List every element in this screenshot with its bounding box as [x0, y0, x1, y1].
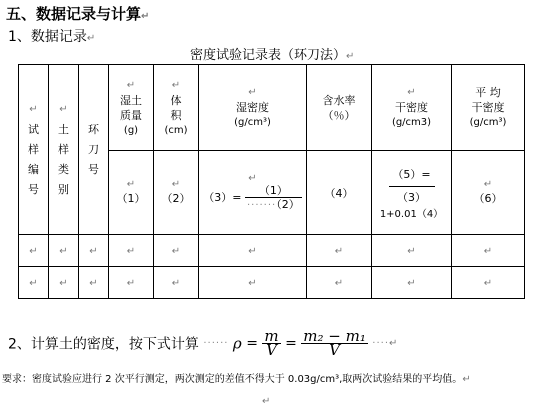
calc-cell-6: ↵ （6）: [452, 151, 525, 235]
trailing-paragraph-mark: ↵: [262, 396, 271, 407]
table-empty-row: ↵ ↵ ↵ ↵ ↵ ↵ ↵ ↵ ↵: [19, 235, 525, 267]
requirement-text: 要求：密度试验应进行 2 次平行测定，两次测定的差值不得大于 0.03g/cm³,取两次试验结果的平均值。↵: [2, 374, 471, 385]
header-soil-type: ↵ 土 样 类 别: [49, 65, 79, 235]
table-title: 密度试验记录表（环刀法）↵: [190, 48, 355, 63]
header-water-content: 含水率 （％）: [307, 65, 372, 151]
formula-fraction-mass-diff: $\frac{\text{m₂ − m₁}}{V}$: [303, 327, 366, 359]
wet-density-fraction: $\frac{(1)}{\cdot\cdot\cdot\cdot\cdot\cdot\cdot(2)}$: [246, 184, 300, 211]
table-empty-row: ↵ ↵ ↵ ↵ ↵ ↵ ↵ ↵ ↵: [19, 267, 525, 299]
calc-cell-4: （4）: [307, 151, 372, 235]
density-record-table: [18, 64, 525, 299]
calc-cell-3: ↵ （3）= $\frac{(1)}{\cdot\cdot\cdot\cdot\cdot\cdot\cdot(2)}$: [199, 151, 307, 235]
header-wet-mass: ↵ 湿土 质量 (g): [109, 65, 154, 151]
subsection-data-record: 1、数据记录↵: [8, 29, 96, 45]
calc-cell-5: （5）= （3） 1+0.01（4）: [372, 151, 452, 235]
section-heading: 五、数据记录与计算↵: [6, 5, 150, 23]
header-ring-no: 环 刀 号: [79, 65, 109, 235]
header-volume: ↵ 体 积 (cm): [154, 65, 199, 151]
density-formula-line: 2、计算土的密度，按下式计算 ······ ρ = $\frac{m}{V}$ = $\frac{\text{m₂ − m₁}}{V}$ ····↵: [8, 327, 398, 359]
header-sample-no: ↵ 试 样 编 号: [19, 65, 49, 235]
header-dry-density: ↵ 干密度 (g/cm3): [372, 65, 452, 151]
formula-fraction-mv: $\frac{m}{V}$: [264, 327, 279, 359]
table-header-row: [19, 65, 525, 151]
header-avg-dry-density: 平 均 干密度 (g/cm³): [452, 65, 525, 151]
calc-cell-2: ↵ （2）: [154, 151, 199, 235]
header-wet-density: ↵ 湿密度 (g/cm³): [199, 65, 307, 151]
calc-cell-1: ↵ （1）: [109, 151, 154, 235]
